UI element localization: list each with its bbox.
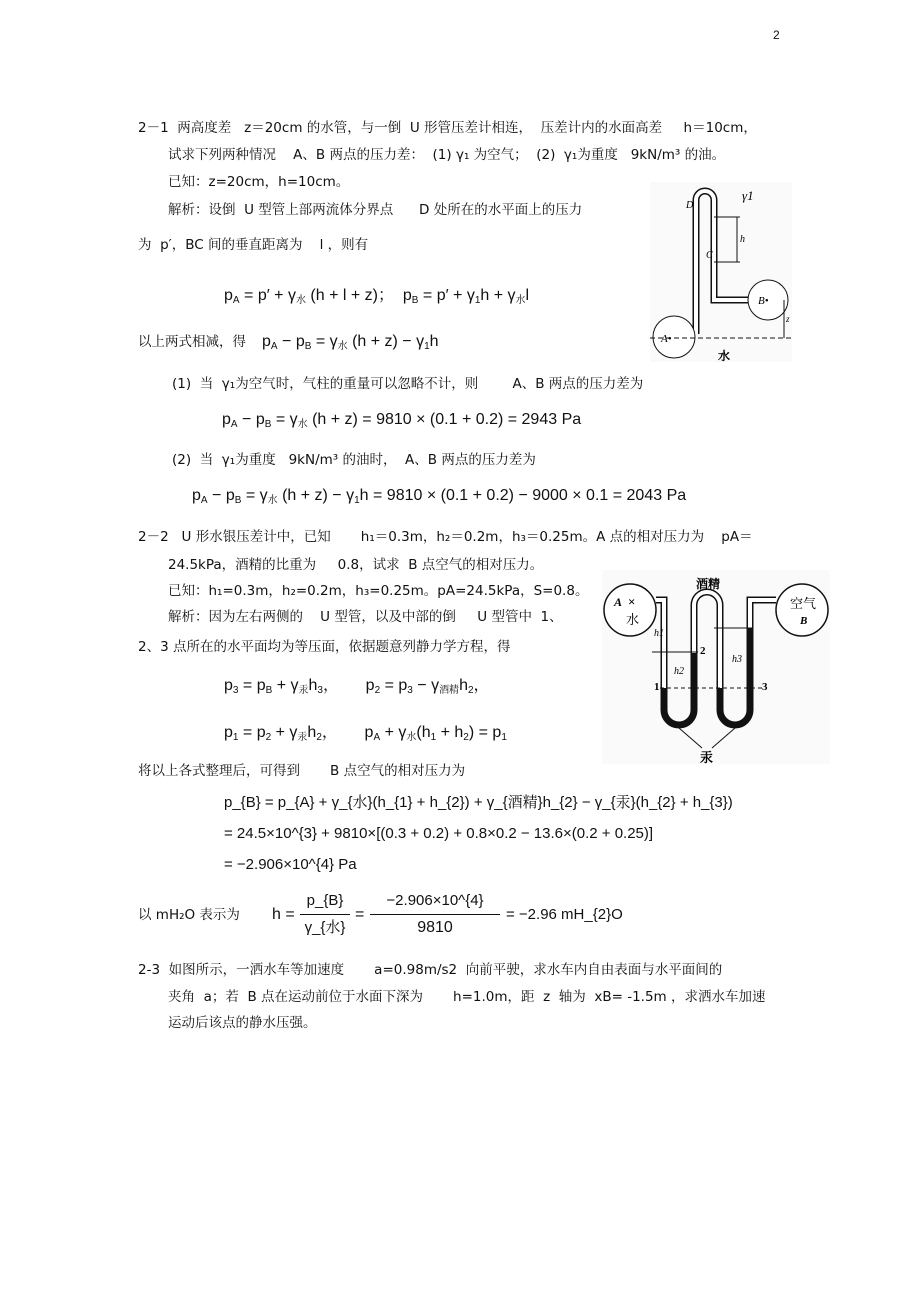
point-c-label: C xyxy=(706,250,713,261)
case-2: (2) 当 γ₁为重度 9kN/m³ 的油时， A、B 两点的压力差为 xyxy=(172,452,536,468)
formula-text: p xyxy=(222,411,231,428)
point-a-marker: × xyxy=(628,594,636,609)
formula-subscript: B xyxy=(265,685,273,696)
formula xyxy=(192,485,686,512)
formula xyxy=(262,331,439,358)
analysis-2-2: 解析：因为左右两侧的 U 型管，以及中部的倒 U 型管中 1、 xyxy=(168,609,563,625)
formula-subscript: A xyxy=(230,419,238,430)
formula-subscript: 1 xyxy=(430,732,437,743)
formula-subscript: 水 xyxy=(406,732,417,743)
formula-text: = γ xyxy=(241,487,268,504)
point-3-label: 3 xyxy=(762,681,768,693)
formula-text: 9810 xyxy=(417,919,453,936)
formula-subscript: 1 xyxy=(474,295,481,306)
formula-pb: p_{B} = p_{A} + γ_{水}(h_{1} + h_{2}) + γ_{酒精}h_{2} − γ_{汞}(h_{2} + h_{3}) xyxy=(224,794,733,811)
formula-pb-result: = −2.906×10^{4} Pa xyxy=(224,856,357,873)
text-line: 以 mH₂O 表示为 xyxy=(138,907,240,923)
formula-text: ， xyxy=(473,677,490,694)
formula-subscript: 水 xyxy=(297,419,308,430)
formula-subscript: 3 xyxy=(407,685,413,696)
formula-text: l xyxy=(525,287,530,304)
formula-subscript: A xyxy=(270,341,278,352)
formula-text: (h + z) − γ xyxy=(277,487,355,504)
formula-pb-substitution: = 24.5×10^{3} + 9810×[(0.3 + 0.2) + 0.8×0.2 − 13.6×(0.2 + 0.25)] xyxy=(224,825,654,842)
h3-label: h3 xyxy=(732,654,742,665)
formula-text: − p xyxy=(207,487,235,504)
problem-2-3-statement: 2-3 如图所示，一洒水车等加速度 a=0.98m/s2 向前平驶，求水车内自由表面与水平面间的 xyxy=(138,962,723,978)
formula-subscript: 酒精 xyxy=(439,685,460,696)
formula: = xyxy=(355,906,365,923)
formula-subscript: 1 xyxy=(232,732,239,743)
figure-u-mercury-manometer xyxy=(602,570,830,764)
fraction-denominator: γ_{水} xyxy=(304,919,346,936)
h2-label: h2 xyxy=(674,666,684,677)
formula-subscript: B xyxy=(411,295,419,306)
formula-text: − p xyxy=(277,333,305,350)
text-line: 将以上各式整理后，可得到 B 点空气的相对压力为 xyxy=(138,763,466,779)
formula-subscript: B xyxy=(234,495,242,506)
problem-2-1-statement: 2－1 两高度差 z＝20cm 的水管，与一倒 U 形管压差计相连， 压差计内的水面高差 h＝10cm， xyxy=(138,120,757,136)
problem-2-3-statement-cont: 夹角 a；若 B 点在运动前位于水面下深为 h=1.0m，距 z 轴为 xB= -1.5m ，求洒水车加速 xyxy=(168,989,766,1005)
water-label: 水 xyxy=(626,612,640,627)
formula xyxy=(224,722,507,749)
formula-subscript: 2 xyxy=(316,732,322,743)
fraction-numerator: p_{B} xyxy=(306,892,344,909)
formula-subscript: 汞 xyxy=(297,732,308,743)
fraction-bar xyxy=(370,914,500,915)
formula-text: (h + l + z)； p xyxy=(305,287,412,304)
formula-text: = p xyxy=(238,677,266,694)
formula xyxy=(224,675,490,702)
problem-2-2-statement: 2－2 U 形水银压差计中，已知 h₁＝0.3m，h₂＝0.2m，h₃＝0.25m。A 点的相对压力为 pA＝ xyxy=(138,529,753,545)
formula-subscript: 2 xyxy=(374,685,381,696)
given-2-2: 已知：h₁=0.3m，h₂=0.2m，h₃=0.25m。pA=24.5kPa，S=0.8。 xyxy=(168,583,589,599)
formula-text: (h xyxy=(416,724,431,741)
problem-2-1-statement-cont: 试求下列两种情况 A、B 两点的压力差： (1) γ₁ 为空气； (2) γ₁为重度 9kN/m³ 的油。 xyxy=(168,147,726,163)
formula-text: p xyxy=(224,287,233,304)
point-2-label: 2 xyxy=(700,645,706,657)
text-line: 以上两式相减，得 xyxy=(138,334,246,350)
formula-text: (h + z) − γ xyxy=(347,333,425,350)
mercury-label: 汞 xyxy=(700,750,714,764)
given-2-1: 已知：z=20cm，h=10cm。 xyxy=(168,174,350,190)
formula-subscript: 1 xyxy=(424,341,430,352)
problem-2-2-statement-cont: 24.5kPa，酒精的比重为 0.8，试求 B 点空气的相对压力。 xyxy=(168,557,544,573)
formula-text: h xyxy=(308,677,318,694)
formula-text: + γ xyxy=(272,677,299,694)
formula xyxy=(370,917,500,939)
z-label: z xyxy=(786,314,790,324)
formula-text: + h xyxy=(436,724,464,741)
formula-text: h xyxy=(429,333,439,350)
formula-subscript: 2 xyxy=(463,732,469,743)
formula-subscript: 水 xyxy=(337,341,348,352)
page-number: 2 xyxy=(773,28,780,42)
formula-subscript: A xyxy=(373,732,381,743)
formula-text: = p′ + γ xyxy=(239,287,296,304)
formula-text: − γ xyxy=(412,677,440,694)
problem-2-3-statement-end: 运动后该点的静水压强。 xyxy=(168,1015,317,1031)
formula-subscript: 2 xyxy=(265,732,272,743)
fraction-bar xyxy=(300,914,350,915)
formula-subscript: 1 xyxy=(354,495,360,506)
formula xyxy=(224,285,529,312)
formula-subscript: B xyxy=(264,419,272,430)
formula-subscript: 汞 xyxy=(298,685,309,696)
formula-text: ， p xyxy=(322,677,375,694)
formula-text: h xyxy=(459,677,468,694)
formula-text: = p′ + γ xyxy=(418,287,475,304)
h-label: h xyxy=(740,234,745,245)
analysis-2-2-cont: 2、3 点所在的水平面均为等压面，依据题意列静力学方程，得 xyxy=(138,639,511,655)
formula-text: + γ xyxy=(380,724,407,741)
formula-text: = γ xyxy=(311,333,338,350)
formula-text: − p xyxy=(237,411,265,428)
gamma1-label: γ1 xyxy=(742,188,754,203)
formula-text: = p xyxy=(380,677,408,694)
formula-text: p xyxy=(192,487,201,504)
formula-subscript: 3 xyxy=(232,685,239,696)
point-b-label: B• xyxy=(758,295,769,307)
formula-text: h = xyxy=(272,906,300,923)
formula-subscript: B xyxy=(304,341,312,352)
formula-mh2o-result: = −2.96 mH_{2}O xyxy=(506,906,623,923)
formula-text: p xyxy=(224,677,233,694)
point-d-label: D xyxy=(686,200,694,211)
case-1: (1) 当 γ₁为空气时，气柱的重量可以忽略不计，则 A、B 两点的压力差为 xyxy=(172,376,644,392)
h1-label: h1 xyxy=(654,628,664,639)
point-1-label: 1 xyxy=(654,681,660,693)
formula-subscript: 水 xyxy=(267,495,278,506)
formula-text: (h + z) = 9810 × (0.1 + 0.2) = 2943 Pa xyxy=(307,411,582,428)
formula-text: h + γ xyxy=(480,287,516,304)
formula-subscript: 水 xyxy=(295,295,306,306)
formula-subscript: A xyxy=(232,295,240,306)
figure-inverted-u-manometer xyxy=(650,182,792,362)
analysis-2-1-cont: 为 p′，BC 间的垂直距离为 l ，则有 xyxy=(138,237,369,253)
analysis-2-1: 解析：设倒 U 型管上部两流体分界点 D 处所在的水平面上的压力 xyxy=(168,202,583,218)
formula xyxy=(222,409,581,436)
point-a-label: A xyxy=(614,595,623,609)
formula-text: ， p xyxy=(321,724,374,741)
formula-text: h = 9810 × (0.1 + 0.2) − 9000 × 0.1 = 2043 Pa xyxy=(359,487,687,504)
formula-subscript: 2 xyxy=(467,685,474,696)
formula-subscript: 3 xyxy=(317,685,323,696)
formula-text: h xyxy=(307,724,317,741)
water-label: 水 xyxy=(718,349,731,362)
formula xyxy=(272,904,299,926)
formula-text: p xyxy=(262,333,271,350)
point-a-label: A• xyxy=(661,333,672,345)
formula-text: ) = p xyxy=(468,724,502,741)
alcohol-label: 酒精 xyxy=(696,577,721,591)
formula-text: + γ xyxy=(271,724,298,741)
point-b-label: B xyxy=(800,615,808,627)
formula-subscript: 水 xyxy=(515,295,526,306)
formula-text: = p xyxy=(238,724,266,741)
formula-text: p xyxy=(224,724,233,741)
formula-text: = γ xyxy=(271,411,298,428)
formula-subscript: A xyxy=(200,495,208,506)
air-label: 空气 xyxy=(790,596,817,611)
formula-subscript: 1 xyxy=(501,732,507,743)
fraction-numerator: −2.906×10^{4} xyxy=(386,892,484,909)
